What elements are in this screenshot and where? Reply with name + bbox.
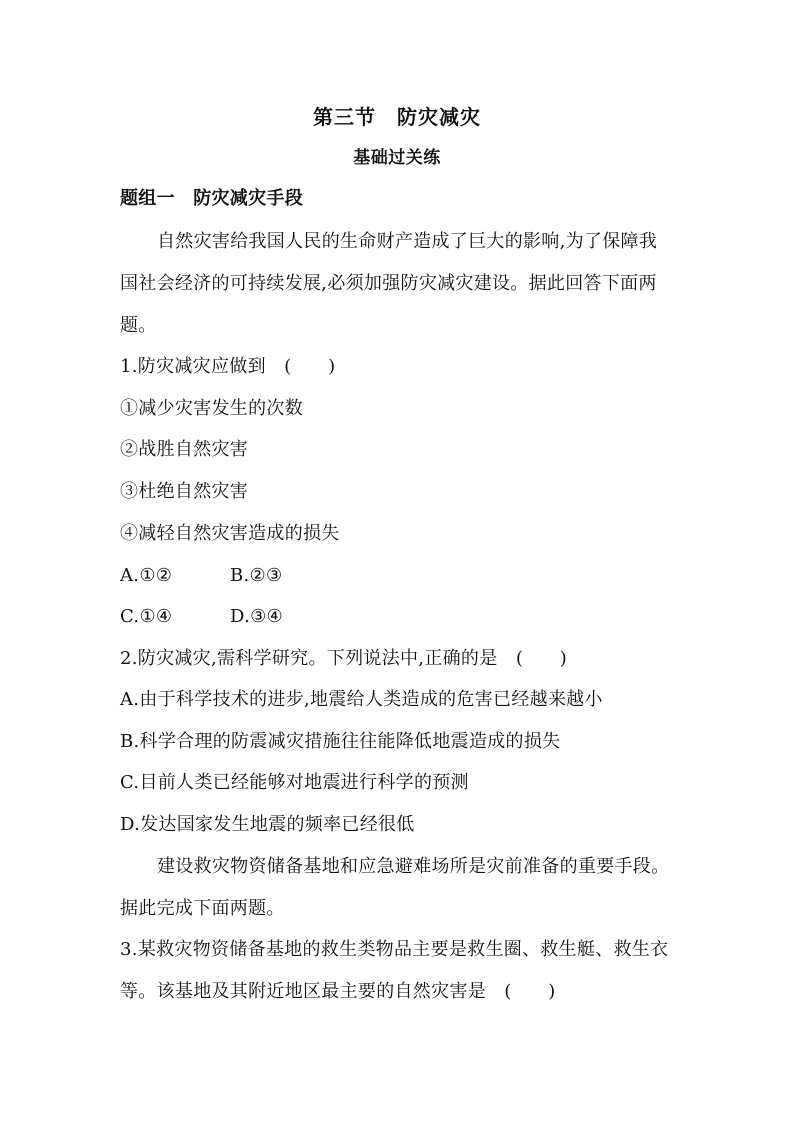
section-heading: 题组一 防灾减灾手段	[120, 188, 303, 209]
q2-option-b: B.科学合理的防震减灾措施往往能降低地震造成的损失	[120, 731, 561, 752]
q1-item: ③杜绝自然灾害	[120, 481, 249, 502]
passage2-line: 建设救灾物资储备基地和应急避难场所是灾前准备的重要手段。	[157, 856, 670, 877]
q1-option-b: B.②③	[230, 565, 283, 586]
q1-option-a: A.①②	[120, 565, 173, 586]
q1-item: ②战胜自然灾害	[120, 439, 249, 460]
page-subtitle: 基础过关练	[353, 148, 441, 168]
q3-stem-line: 等。该基地及其附近地区最主要的自然灾害是 ( )	[120, 981, 556, 1002]
q2-option-a: A.由于科学技术的进步,地震给人类造成的危害已经越来越小	[120, 689, 603, 710]
q2-stem: 2.防灾减灾,需科学研究。下列说法中,正确的是 ( )	[120, 648, 568, 669]
q1-item: ①减少灾害发生的次数	[120, 398, 303, 419]
q1-option-c: C.①④	[120, 606, 173, 627]
q2-option-d: D.发达国家发生地震的频率已经很低	[120, 814, 415, 835]
q3-stem-line: 3.某救灾物资储备基地的救生类物品主要是救生圈、救生艇、救生衣	[120, 939, 669, 960]
q1-item: ④减轻自然灾害造成的损失	[120, 523, 340, 544]
q1-option-d: D.③④	[230, 606, 283, 627]
passage1-line: 国社会经济的可持续发展,必须加强防灾减灾建设。据此回答下面两	[120, 273, 657, 294]
q2-option-c: C.目前人类已经能够对地震进行科学的预测	[120, 772, 469, 793]
page-title: 第三节 防灾减灾	[313, 105, 481, 129]
q1-options-row	[120, 605, 420, 629]
passage1-line: 题。	[120, 315, 157, 336]
q1-stem: 1.防灾减灾应做到 ( )	[120, 356, 336, 377]
passage2-line: 据此完成下面两题。	[120, 898, 285, 919]
q1-options-row	[120, 564, 420, 588]
passage1-line: 自然灾害给我国人民的生命财产造成了巨大的影响,为了保障我	[157, 231, 658, 252]
